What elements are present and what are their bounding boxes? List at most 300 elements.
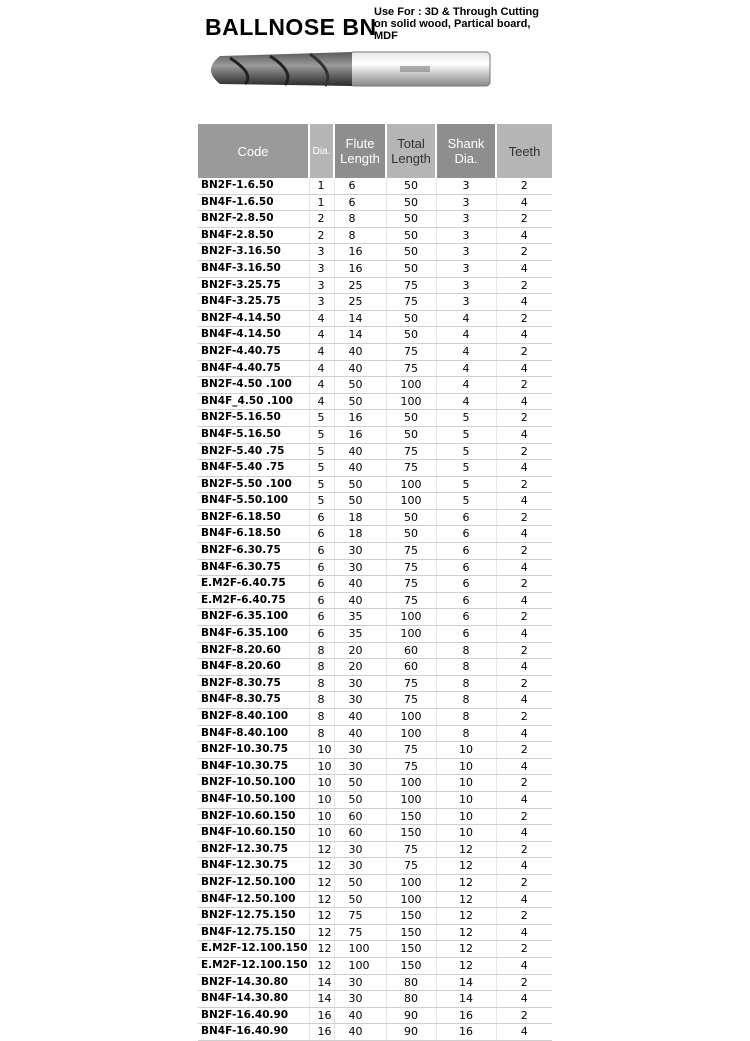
table-row: [198, 426, 552, 443]
cell-teeth: 2: [496, 974, 552, 991]
cell-dia: 6: [309, 626, 334, 643]
cell-code: BN2F-4.50 .100: [198, 377, 309, 394]
cell-total-length: 100: [386, 891, 436, 908]
cell-flute-length: 30: [334, 974, 386, 991]
cell-teeth: 2: [496, 410, 552, 427]
cell-shank-dia: 10: [436, 742, 496, 759]
table-row: [198, 758, 552, 775]
table-row: [198, 460, 552, 477]
cell-code: BN4F-5.40 .75: [198, 460, 309, 477]
cell-dia: 12: [309, 924, 334, 941]
cell-teeth: 2: [496, 609, 552, 626]
cell-teeth: 2: [496, 808, 552, 825]
cell-flute-length: 50: [334, 874, 386, 891]
cell-teeth: 4: [496, 260, 552, 277]
cell-teeth: 4: [496, 294, 552, 311]
cell-code: E.M2F-6.40.75: [198, 576, 309, 593]
cell-teeth: 2: [496, 742, 552, 759]
cell-flute-length: 14: [334, 327, 386, 344]
table-row: [198, 244, 552, 261]
use-for-description: [374, 6, 574, 42]
cell-teeth: 2: [496, 642, 552, 659]
cell-code: BN4F-10.30.75: [198, 758, 309, 775]
cell-shank-dia: 10: [436, 775, 496, 792]
cell-teeth: 4: [496, 791, 552, 808]
cell-dia: 4: [309, 360, 334, 377]
cell-code: BN4F-3.16.50: [198, 260, 309, 277]
cell-total-length: 75: [386, 360, 436, 377]
cell-dia: 8: [309, 675, 334, 692]
cell-dia: 6: [309, 592, 334, 609]
cell-shank-dia: 12: [436, 957, 496, 974]
cell-shank-dia: 5: [436, 493, 496, 510]
cell-shank-dia: 3: [436, 244, 496, 261]
table-row: [198, 559, 552, 576]
cell-code: BN2F-8.20.60: [198, 642, 309, 659]
cell-total-length: 100: [386, 725, 436, 742]
cell-shank-dia: 14: [436, 974, 496, 991]
cell-total-length: 50: [386, 227, 436, 244]
use-for-line: MDF: [374, 30, 398, 42]
cell-dia: 3: [309, 260, 334, 277]
table-row: [198, 808, 552, 825]
cell-teeth: 4: [496, 891, 552, 908]
cell-total-length: 50: [386, 426, 436, 443]
cell-dia: 10: [309, 791, 334, 808]
cell-shank-dia: 8: [436, 642, 496, 659]
cell-code: E.M2F-12.100.150: [198, 941, 309, 958]
cell-flute-length: 40: [334, 709, 386, 726]
cell-flute-length: 25: [334, 294, 386, 311]
cell-flute-length: 60: [334, 808, 386, 825]
cell-shank-dia: 6: [436, 626, 496, 643]
cell-flute-length: 50: [334, 775, 386, 792]
cell-code: BN2F-3.16.50: [198, 244, 309, 261]
cell-dia: 5: [309, 460, 334, 477]
cell-shank-dia: 16: [436, 1024, 496, 1041]
cell-code: BN2F-6.30.75: [198, 543, 309, 560]
cell-code: BN2F-5.50 .100: [198, 476, 309, 493]
cell-dia: 16: [309, 1007, 334, 1024]
table-row: [198, 360, 552, 377]
cell-shank-dia: 4: [436, 310, 496, 327]
cell-shank-dia: 3: [436, 211, 496, 228]
cell-code: BN2F-6.18.50: [198, 509, 309, 526]
cell-total-length: 100: [386, 476, 436, 493]
cell-total-length: 50: [386, 410, 436, 427]
cell-code: BN4F-12.50.100: [198, 891, 309, 908]
cell-flute-length: 8: [334, 227, 386, 244]
cell-flute-length: 18: [334, 526, 386, 543]
cell-flute-length: 50: [334, 493, 386, 510]
cell-teeth: 2: [496, 211, 552, 228]
cell-dia: 8: [309, 725, 334, 742]
cell-total-length: 50: [386, 509, 436, 526]
cell-teeth: 2: [496, 675, 552, 692]
cell-code: BN4F-16.40.90: [198, 1024, 309, 1041]
cell-total-length: 100: [386, 393, 436, 410]
table-row: [198, 260, 552, 277]
table-row: [198, 327, 552, 344]
cell-code: BN2F-6.35.100: [198, 609, 309, 626]
cell-teeth: 2: [496, 377, 552, 394]
cell-code: BN4F-5.16.50: [198, 426, 309, 443]
cell-total-length: 75: [386, 443, 436, 460]
col-header-teeth: Teeth: [496, 124, 552, 178]
table-row: [198, 692, 552, 709]
cell-total-length: 50: [386, 194, 436, 211]
cell-shank-dia: 5: [436, 476, 496, 493]
cell-total-length: 100: [386, 609, 436, 626]
cell-dia: 1: [309, 178, 334, 194]
table-row: [198, 393, 552, 410]
cell-flute-length: 30: [334, 858, 386, 875]
cell-shank-dia: 6: [436, 592, 496, 609]
cell-shank-dia: 8: [436, 659, 496, 676]
cell-dia: 6: [309, 526, 334, 543]
cell-total-length: 50: [386, 178, 436, 194]
cell-teeth: 4: [496, 991, 552, 1008]
cell-shank-dia: 14: [436, 991, 496, 1008]
col-header-flute-length: Flute Length: [334, 124, 386, 178]
table-row: [198, 858, 552, 875]
cell-shank-dia: 12: [436, 941, 496, 958]
cell-shank-dia: 5: [436, 426, 496, 443]
cell-shank-dia: 12: [436, 841, 496, 858]
cell-shank-dia: 12: [436, 908, 496, 925]
cell-dia: 8: [309, 709, 334, 726]
cell-total-length: 60: [386, 659, 436, 676]
cell-flute-length: 40: [334, 443, 386, 460]
cell-flute-length: 50: [334, 393, 386, 410]
cell-dia: 4: [309, 327, 334, 344]
cell-flute-length: 16: [334, 426, 386, 443]
cell-dia: 6: [309, 559, 334, 576]
cell-total-length: 80: [386, 974, 436, 991]
table-row: [198, 576, 552, 593]
cell-teeth: 4: [496, 758, 552, 775]
cell-dia: 8: [309, 642, 334, 659]
cell-total-length: 75: [386, 576, 436, 593]
cell-shank-dia: 6: [436, 526, 496, 543]
cell-shank-dia: 4: [436, 360, 496, 377]
cell-flute-length: 20: [334, 642, 386, 659]
cell-flute-length: 40: [334, 1007, 386, 1024]
cell-total-length: 75: [386, 742, 436, 759]
cell-teeth: 4: [496, 559, 552, 576]
cell-dia: 10: [309, 775, 334, 792]
cell-total-length: 100: [386, 377, 436, 394]
table-row: [198, 476, 552, 493]
table-row: [198, 277, 552, 294]
cell-code: BN2F-5.40 .75: [198, 443, 309, 460]
cell-code: BN4F-12.30.75: [198, 858, 309, 875]
cell-teeth: 4: [496, 725, 552, 742]
cell-teeth: 4: [496, 194, 552, 211]
cell-teeth: 2: [496, 908, 552, 925]
cell-flute-length: 50: [334, 791, 386, 808]
cell-code: BN4F-3.25.75: [198, 294, 309, 311]
cell-shank-dia: 10: [436, 808, 496, 825]
cell-teeth: 2: [496, 709, 552, 726]
cell-code: BN4F-1.6.50: [198, 194, 309, 211]
cell-total-length: 100: [386, 493, 436, 510]
cell-shank-dia: 3: [436, 260, 496, 277]
cell-dia: 10: [309, 808, 334, 825]
cell-total-length: 60: [386, 642, 436, 659]
cell-flute-length: 6: [334, 194, 386, 211]
cell-teeth: 4: [496, 393, 552, 410]
table-row: [198, 775, 552, 792]
cell-shank-dia: 12: [436, 874, 496, 891]
col-header-total-length: Total Length: [386, 124, 436, 178]
cell-dia: 8: [309, 659, 334, 676]
cell-teeth: 2: [496, 775, 552, 792]
cell-flute-length: 16: [334, 260, 386, 277]
table-row: [198, 891, 552, 908]
cell-total-length: 75: [386, 858, 436, 875]
cell-shank-dia: 10: [436, 791, 496, 808]
cell-dia: 12: [309, 941, 334, 958]
cell-shank-dia: 6: [436, 559, 496, 576]
cell-flute-length: 40: [334, 725, 386, 742]
cell-code: BN2F-12.75.150: [198, 908, 309, 925]
table-row: [198, 543, 552, 560]
cell-total-length: 100: [386, 775, 436, 792]
cell-code: BN2F-8.40.100: [198, 709, 309, 726]
cell-flute-length: 40: [334, 576, 386, 593]
table-row: [198, 991, 552, 1008]
cell-code: BN4F-4.40.75: [198, 360, 309, 377]
cell-code: BN4F-2.8.50: [198, 227, 309, 244]
cell-code: BN4F-8.30.75: [198, 692, 309, 709]
cell-flute-length: 100: [334, 941, 386, 958]
cell-dia: 5: [309, 426, 334, 443]
cell-code: BN2F-12.30.75: [198, 841, 309, 858]
cell-flute-length: 18: [334, 509, 386, 526]
cell-dia: 8: [309, 692, 334, 709]
cell-dia: 6: [309, 576, 334, 593]
cell-total-length: 100: [386, 626, 436, 643]
table-row: [198, 609, 552, 626]
cell-shank-dia: 3: [436, 194, 496, 211]
table-row: [198, 178, 552, 194]
cell-dia: 14: [309, 991, 334, 1008]
cell-teeth: 2: [496, 841, 552, 858]
cell-flute-length: 16: [334, 410, 386, 427]
table-row: [198, 377, 552, 394]
cell-code: BN2F-10.50.100: [198, 775, 309, 792]
cell-dia: 3: [309, 244, 334, 261]
cell-teeth: 4: [496, 327, 552, 344]
cell-flute-length: 30: [334, 742, 386, 759]
table-row: [198, 227, 552, 244]
table-row: [198, 642, 552, 659]
table-row: [198, 443, 552, 460]
cell-teeth: 2: [496, 874, 552, 891]
cell-dia: 10: [309, 825, 334, 842]
cell-code: BN4F-10.60.150: [198, 825, 309, 842]
cell-total-length: 100: [386, 709, 436, 726]
table-row: [198, 592, 552, 609]
cell-code: BN2F-16.40.90: [198, 1007, 309, 1024]
cell-teeth: 2: [496, 543, 552, 560]
cell-dia: 12: [309, 874, 334, 891]
cell-teeth: 2: [496, 178, 552, 194]
table-row: [198, 194, 552, 211]
table-row: [198, 410, 552, 427]
cell-code: BN4F-6.35.100: [198, 626, 309, 643]
cell-teeth: 2: [496, 244, 552, 261]
cell-code: E.M2F-12.100.150: [198, 957, 309, 974]
cell-shank-dia: 3: [436, 277, 496, 294]
cell-flute-length: 75: [334, 924, 386, 941]
cell-dia: 3: [309, 277, 334, 294]
table-row: [198, 941, 552, 958]
cell-flute-length: 40: [334, 1024, 386, 1041]
cell-flute-length: 60: [334, 825, 386, 842]
cell-dia: 4: [309, 393, 334, 410]
cell-code: BN4F-10.50.100: [198, 791, 309, 808]
cell-flute-length: 30: [334, 559, 386, 576]
cell-teeth: 2: [496, 509, 552, 526]
cell-flute-length: 40: [334, 592, 386, 609]
cell-flute-length: 30: [334, 692, 386, 709]
table-header-row: [198, 124, 552, 178]
cell-dia: 5: [309, 476, 334, 493]
cell-dia: 5: [309, 443, 334, 460]
cell-code: BN4F-6.30.75: [198, 559, 309, 576]
table-row: [198, 908, 552, 925]
cell-shank-dia: 12: [436, 891, 496, 908]
table-row: [198, 1024, 552, 1041]
cell-teeth: 2: [496, 476, 552, 493]
cell-total-length: 50: [386, 244, 436, 261]
cell-flute-length: 50: [334, 377, 386, 394]
cell-teeth: 2: [496, 277, 552, 294]
cell-shank-dia: 8: [436, 692, 496, 709]
cell-flute-length: 30: [334, 675, 386, 692]
table-row: [198, 924, 552, 941]
cell-dia: 2: [309, 211, 334, 228]
cell-total-length: 75: [386, 277, 436, 294]
cell-dia: 10: [309, 742, 334, 759]
cell-shank-dia: 16: [436, 1007, 496, 1024]
cell-code: BN4F-8.40.100: [198, 725, 309, 742]
cell-shank-dia: 8: [436, 675, 496, 692]
cell-total-length: 75: [386, 692, 436, 709]
cell-teeth: 4: [496, 692, 552, 709]
cell-shank-dia: 6: [436, 609, 496, 626]
cell-flute-length: 50: [334, 891, 386, 908]
cell-total-length: 75: [386, 592, 436, 609]
cell-total-length: 150: [386, 825, 436, 842]
cell-total-length: 75: [386, 559, 436, 576]
table-row: [198, 1007, 552, 1024]
cell-teeth: 2: [496, 941, 552, 958]
cell-dia: 6: [309, 509, 334, 526]
cell-shank-dia: 12: [436, 924, 496, 941]
cell-dia: 2: [309, 227, 334, 244]
cell-shank-dia: 12: [436, 858, 496, 875]
cell-shank-dia: 5: [436, 460, 496, 477]
cell-total-length: 75: [386, 841, 436, 858]
cell-total-length: 90: [386, 1024, 436, 1041]
cell-code: BN4F-6.18.50: [198, 526, 309, 543]
table-row: [198, 825, 552, 842]
cell-teeth: 4: [496, 426, 552, 443]
table-row: [198, 626, 552, 643]
cell-total-length: 75: [386, 675, 436, 692]
cell-teeth: 4: [496, 1024, 552, 1041]
cell-shank-dia: 10: [436, 758, 496, 775]
table-row: [198, 725, 552, 742]
cell-code: BN4F-8.20.60: [198, 659, 309, 676]
cell-total-length: 80: [386, 991, 436, 1008]
cell-flute-length: 40: [334, 343, 386, 360]
cell-code: BN2F-4.14.50: [198, 310, 309, 327]
table-row: [198, 509, 552, 526]
cell-dia: 3: [309, 294, 334, 311]
cell-shank-dia: 6: [436, 576, 496, 593]
cell-shank-dia: 3: [436, 227, 496, 244]
cell-total-length: 50: [386, 526, 436, 543]
cell-total-length: 75: [386, 543, 436, 560]
cell-shank-dia: 5: [436, 410, 496, 427]
table-row: [198, 974, 552, 991]
cell-total-length: 50: [386, 260, 436, 277]
cell-total-length: 100: [386, 874, 436, 891]
use-for-line: on solid wood, Partical board,: [374, 18, 531, 30]
cell-code: BN2F-1.6.50: [198, 178, 309, 194]
cell-teeth: 4: [496, 493, 552, 510]
cell-total-length: 75: [386, 758, 436, 775]
cell-dia: 5: [309, 493, 334, 510]
table-row: [198, 659, 552, 676]
table-row: [198, 709, 552, 726]
cell-dia: 6: [309, 543, 334, 560]
cell-total-length: 150: [386, 908, 436, 925]
cell-shank-dia: 4: [436, 343, 496, 360]
cell-total-length: 50: [386, 327, 436, 344]
table-row: [198, 294, 552, 311]
cell-code: BN2F-4.40.75: [198, 343, 309, 360]
cell-code: BN2F-10.60.150: [198, 808, 309, 825]
table-row: [198, 791, 552, 808]
cell-dia: 12: [309, 841, 334, 858]
cell-teeth: 2: [496, 1007, 552, 1024]
cell-shank-dia: 6: [436, 543, 496, 560]
cell-shank-dia: 4: [436, 327, 496, 344]
cell-dia: 4: [309, 377, 334, 394]
cell-shank-dia: 5: [436, 443, 496, 460]
cell-teeth: 4: [496, 460, 552, 477]
cell-code: E.M2F-6.40.75: [198, 592, 309, 609]
cell-flute-length: 40: [334, 460, 386, 477]
cell-code: BN2F-10.30.75: [198, 742, 309, 759]
cell-code: BN2F-2.8.50: [198, 211, 309, 228]
cell-code: BN4F-12.75.150: [198, 924, 309, 941]
cell-dia: 12: [309, 957, 334, 974]
cell-teeth: 2: [496, 343, 552, 360]
cell-code: BN2F-14.30.80: [198, 974, 309, 991]
col-header-shank-dia: Shank Dia.: [436, 124, 496, 178]
table-row: [198, 493, 552, 510]
use-for-line: Use For : 3D & Through Cutting: [374, 6, 539, 18]
cell-code: BN2F-8.30.75: [198, 675, 309, 692]
col-header-dia: Dia.: [309, 124, 334, 178]
cell-flute-length: 20: [334, 659, 386, 676]
